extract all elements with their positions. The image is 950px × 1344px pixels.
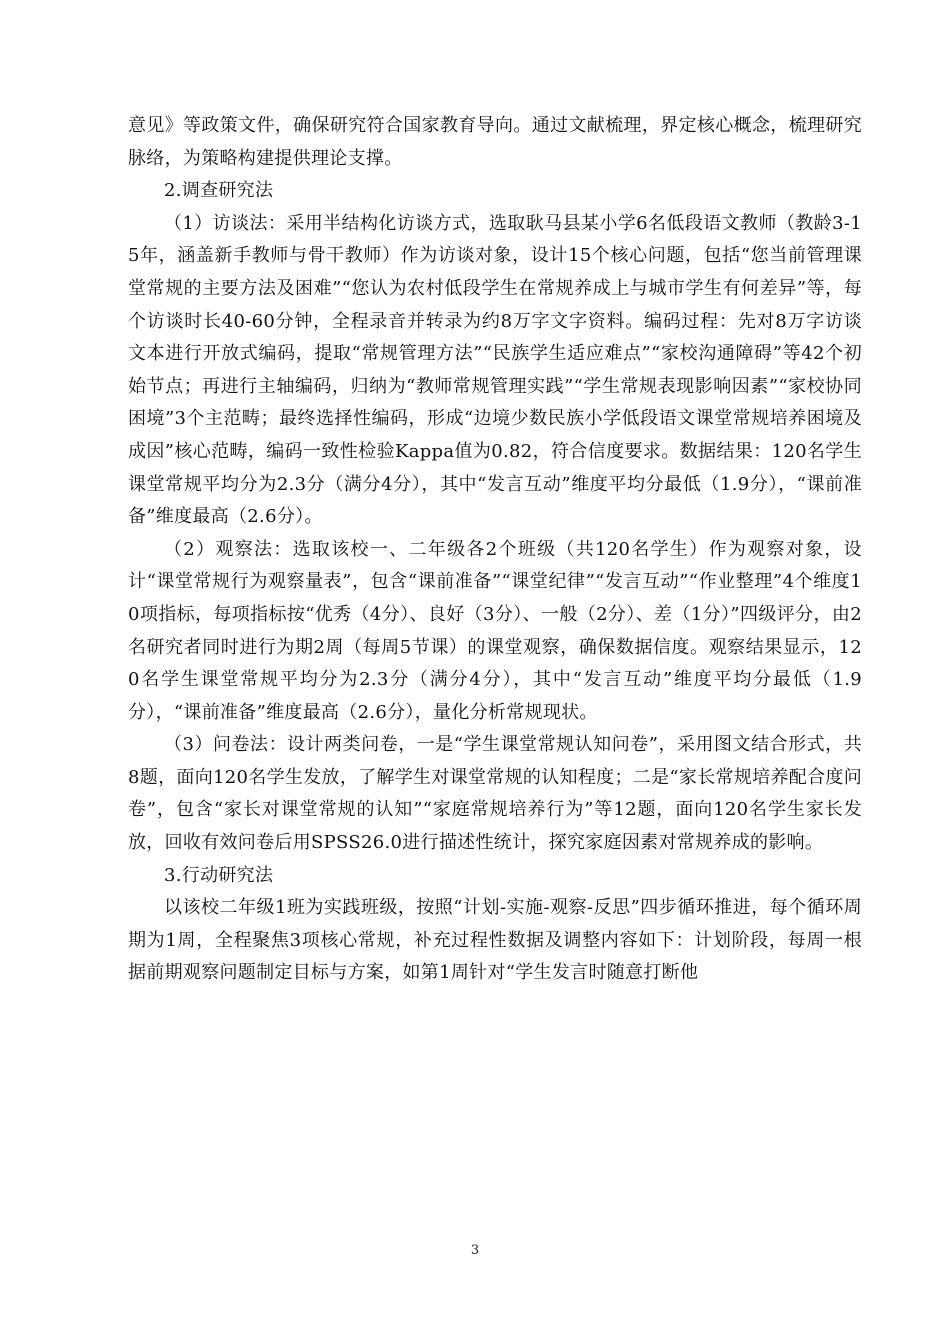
- paragraph-questionnaire-method: （3）问卷法：设计两类问卷，一是“学生课堂常规认知问卷”，采用图文结合形式，共8题，面向120名学生发放，了解学生对课堂常规的认知程度；二是“家长常规培养配合度问卷”，包含“家长对课堂常规的认知”“家庭常规培养行为”等12题，面向120名学生家长发放，回收有效问卷后用SPSS26.0进行描述性统计，探究家庭因素对常规养成的影响。: [128, 734, 862, 854]
- paragraph-interview-method: （1）访谈法：采用半结构化访谈方式，选取耿马县某小学6名低段语文教师（教龄3-15年，涵盖新手教师与骨干教师）作为访谈对象，设计15个核心问题，包括“您当前管理课堂常规的主要方法及困难”“您认为农村低段学生在常规养成上与城市学生有何差异”等，每个访谈时长40-60分钟，全程录音并转录为约8万字文字资料。编码过程：先对8万字访谈文本进行开放式编码，提取“常规管理方法”“民族学生适应难点”“家校沟通障碍”等42个初始节点；再进行主轴编码，归纳为“教师常规管理实践”“学生常规表现影响因素”“家校协同困境”3个主范畴；最终选择性编码，形成“边境少数民族小学低段语文课堂常规培养困境及成因”核心范畴，编码一致性检验Kappa值为0.82，符合信度要求。数据结果：120名学生课堂常规平均分为2.3分（满分4分），其中“发言互动”维度平均分最低（1.9分），“课前准备”维度最高（2.6分）。: [128, 212, 863, 528]
- page-number: 3: [470, 1243, 480, 1258]
- heading-action-research: 3.行动研究法: [164, 864, 274, 886]
- paragraph-action-research: 以该校二年级1班为实践班级，按照“计划-实施-观察-反思”四步循环推进，每个循环周期为1周，全程聚焦3项核心常规，补充过程性数据及调整内容如下：计划阶段，每周一根据前期观察问题制定目标与方案，如第1周针对“学生发言时随意打断他: [128, 897, 862, 984]
- paragraph-observation-method: （2）观察法：选取该校一、二年级各2个班级（共120名学生）作为观察对象，设计“课堂常规行为观察量表”，包含“课前准备”“课堂纪律”“发言互动”“作业整理”4个维度10项指标，每项指标按“优秀（4分）、良好（3分）、一般（2分）、差（1分）”四级评分，由2名研究者同时进行为期2周（每周5节课）的课堂观察，确保数据信度。观察结果显示，120名学生课堂常规平均分为2.3分（满分4分），其中“发言互动”维度平均分最低（1.9分），“课前准备”维度最高（2.6分），量化分析常规现状。: [128, 538, 862, 723]
- paragraph-literature-conclusion: 意见》等政策文件，确保研究符合国家教育导向。通过文献梳理，界定核心概念，梳理研究脉络，为策略构建提供理论支撑。: [128, 115, 862, 169]
- heading-survey-method: 2.调查研究法: [164, 180, 274, 202]
- body-text: [128, 110, 862, 990]
